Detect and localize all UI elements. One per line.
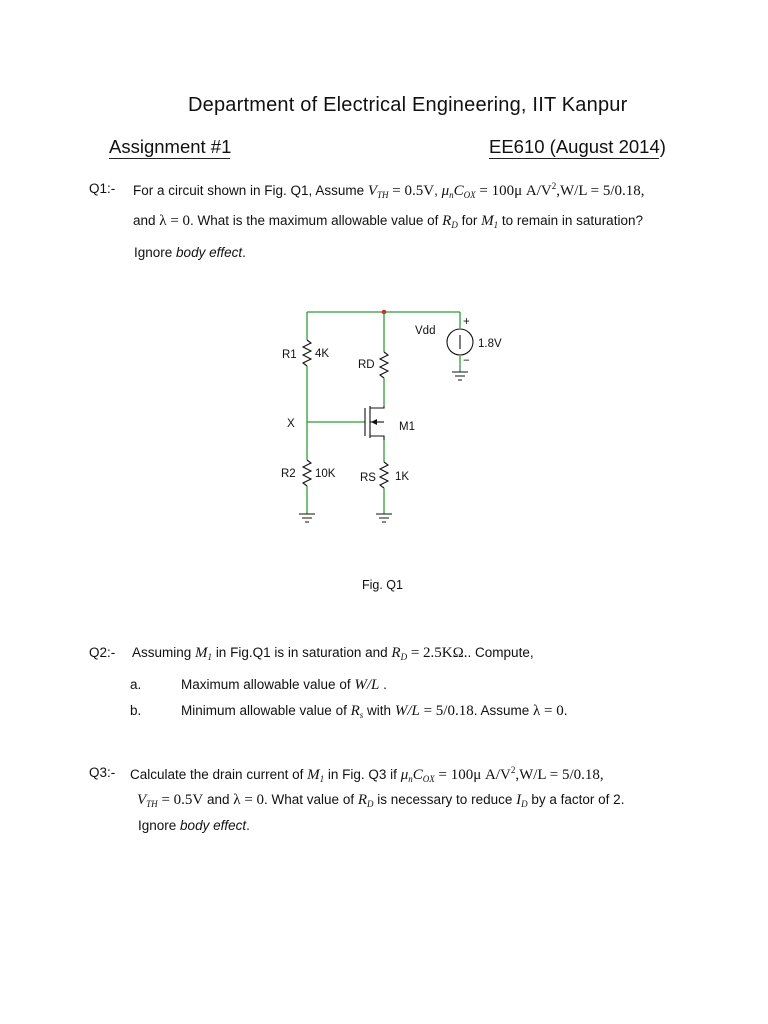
r2-value-label: 10K xyxy=(315,468,336,480)
ground-icon xyxy=(299,514,315,522)
page-title: Department of Electrical Engineering, IIT Kanpur xyxy=(188,94,628,116)
r2-label: R2 xyxy=(281,468,296,480)
rd-resistor-icon xyxy=(380,352,388,378)
ground-icon xyxy=(376,514,392,522)
r1-label: R1 xyxy=(282,349,297,361)
m1-label: M1 xyxy=(399,421,415,433)
rs-value-label: 1K xyxy=(395,471,410,483)
q1-line-1: For a circuit shown in Fig. Q1, Assume $V_{TH} = 0.5V$, $\mu_nC_{OX} = 100\mu$ $A/V^2,W/L = 5/0.18$, xyxy=(133,181,645,200)
mosfet-icon xyxy=(365,406,384,440)
rs-label: RS xyxy=(360,472,376,484)
r1-resistor-icon xyxy=(303,340,311,366)
q3-line-3: Ignore body effect. xyxy=(138,818,250,833)
q3-line-1: Calculate the drain current of $M_1$ in Fig. Q3 if $\mu_nC_{OX} = 100\mu$ $A/V^2,W/L = 5/0.18$, xyxy=(130,765,604,784)
vdd-label: Vdd xyxy=(415,325,436,337)
q3-line-2: $V_{TH} = 0.5V$ and λ = 0. What value of $R_D$ is necessary to reduce $I_D$ by a factor of 2. xyxy=(137,792,625,809)
q2-a-label: a. xyxy=(130,677,142,692)
q3-label: Q3:- xyxy=(89,765,116,780)
rs-resistor-icon xyxy=(380,462,388,488)
assignment-number: Assignment #1 xyxy=(109,136,232,157)
q1-line-2: and λ = 0. What is the maximum allowable value of $R_D$ for $M_1$ to remain in saturation? xyxy=(133,213,643,230)
course-code: EE610 (August 2014) xyxy=(489,136,666,157)
q2-b-label: b. xyxy=(130,703,142,718)
q1-line-3: Ignore body effect. xyxy=(134,245,246,260)
figure-caption: Fig. Q1 xyxy=(362,578,403,592)
q2-a-text: Maximum allowable value of W/L . xyxy=(181,677,387,693)
vdd-value-label: 1.8V xyxy=(478,338,502,350)
node-x-label: X xyxy=(287,418,295,430)
r1-value-label: 4K xyxy=(315,348,330,360)
q2-label: Q2:- xyxy=(89,645,116,660)
q2-b-text: Minimum allowable value of $R_s$ with W/L = 5/0.18. Assume λ = 0. xyxy=(181,703,568,720)
ground-icon xyxy=(452,372,468,380)
vdd-plus-label: + xyxy=(463,316,470,328)
circuit-diagram xyxy=(260,300,520,532)
r2-resistor-icon xyxy=(303,460,311,486)
q2-line-1: Assuming $M_1$ in Fig.Q1 is in saturation and $R_D = 2.5K\Omega$.. Compute, xyxy=(132,645,534,662)
vdd-minus-label: − xyxy=(463,355,470,367)
rd-label: RD xyxy=(358,359,375,371)
assignment-underline xyxy=(109,158,230,159)
course-underline xyxy=(489,158,659,159)
q1-label: Q1:- xyxy=(89,181,116,196)
